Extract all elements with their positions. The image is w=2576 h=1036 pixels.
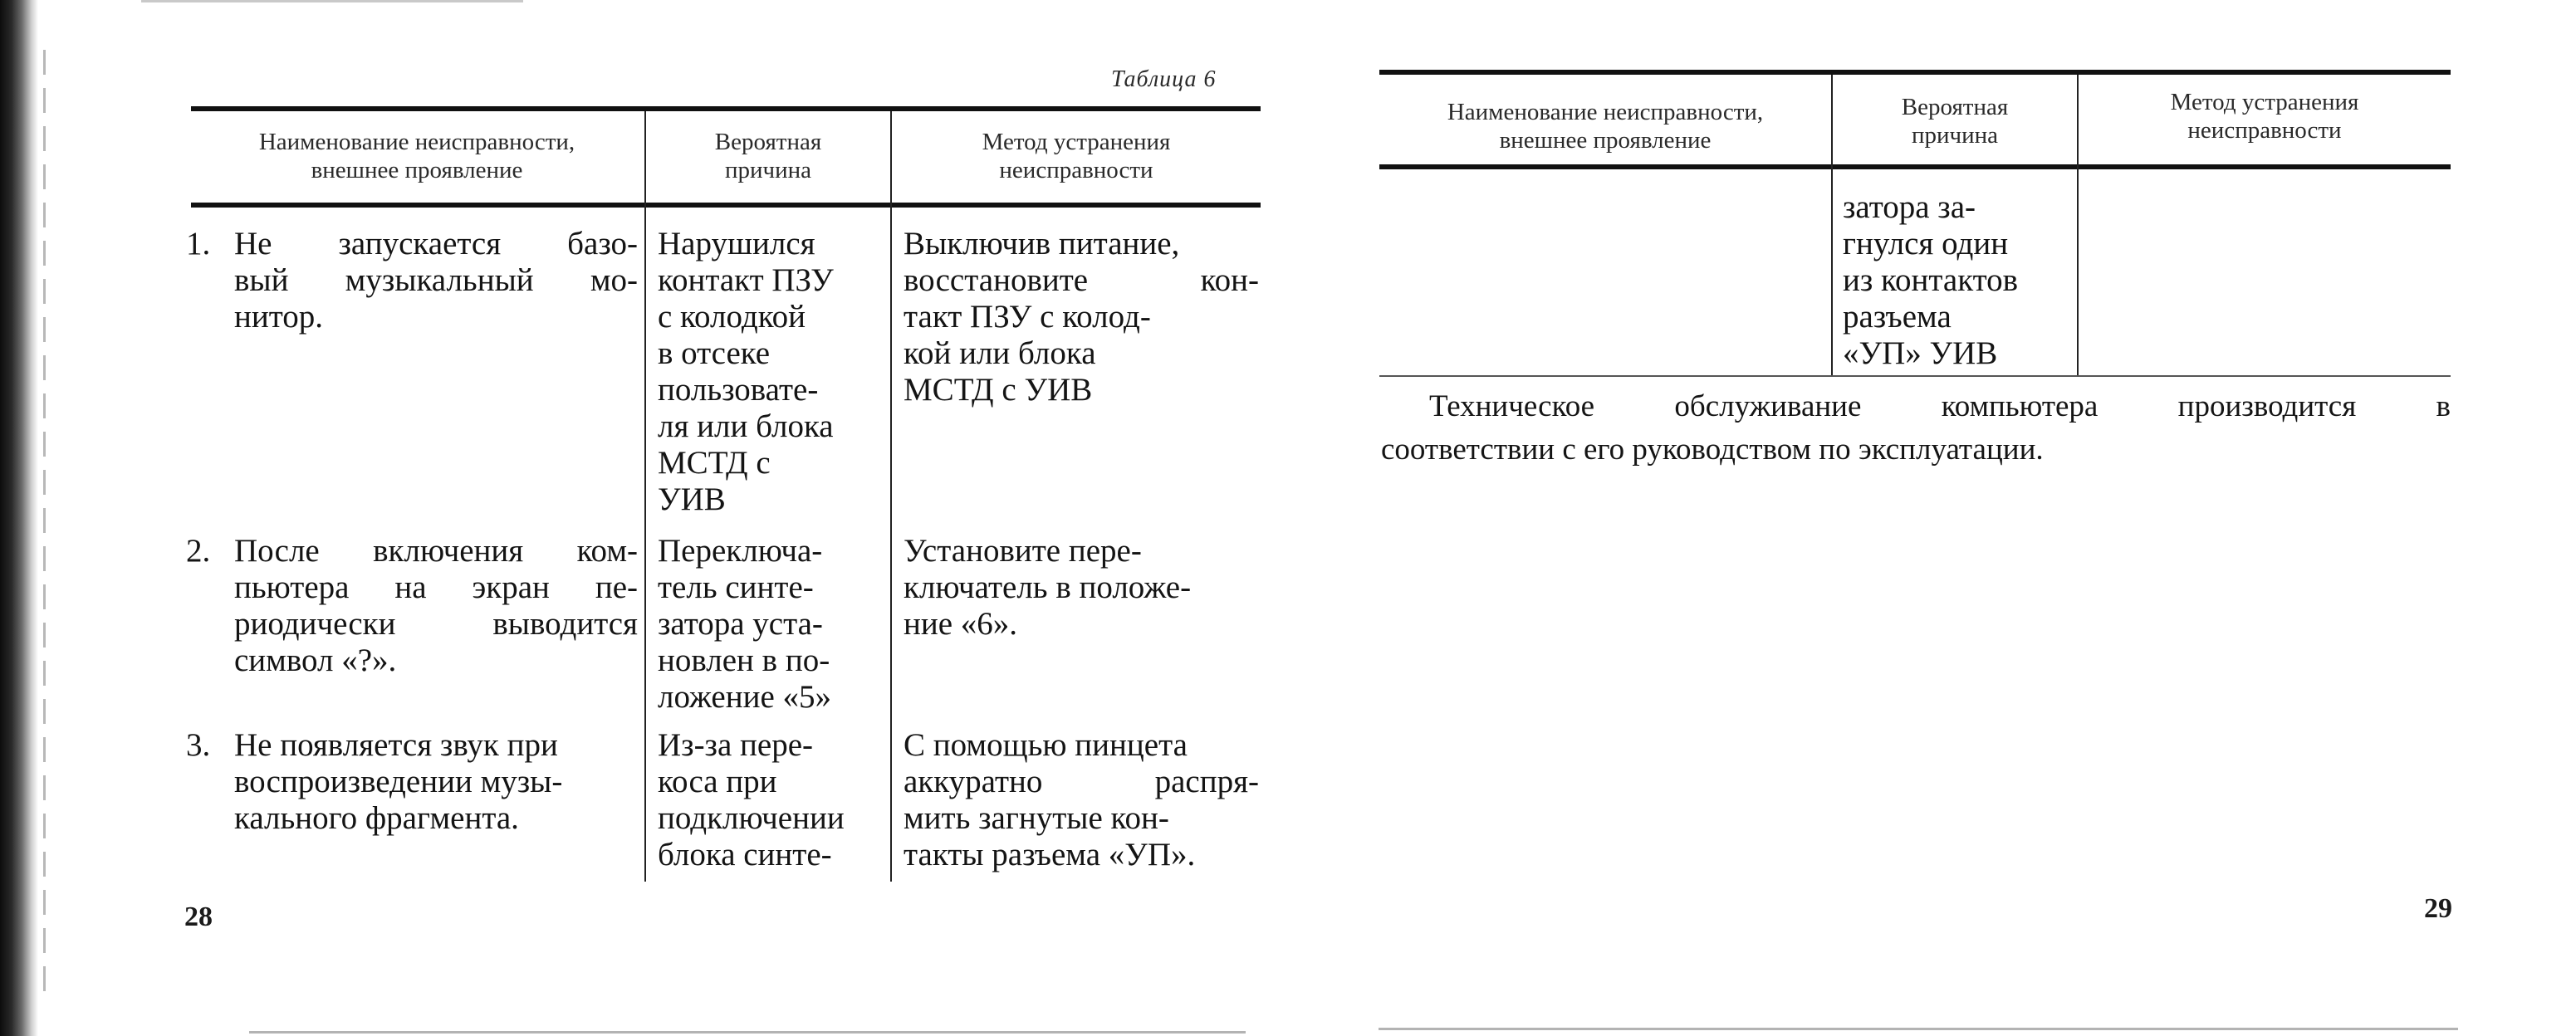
right-page (1288, 0, 2576, 1036)
row-3-remedy (904, 727, 1259, 873)
text-line: коса при (658, 764, 777, 799)
row-number: 1. (186, 226, 211, 261)
header-remedy-line: неисправности (2187, 117, 2342, 144)
header-fault (193, 128, 641, 184)
row-2-remedy (904, 533, 1259, 643)
header-fault-line: внешнее проявление (311, 157, 523, 183)
header-fault-line: внешнее проявление (1499, 127, 1712, 154)
table-top-rule (1379, 70, 2451, 75)
column-divider-1 (644, 111, 646, 882)
text-line: тель синте- (658, 569, 814, 605)
text-line: вый музыкальный мо- (234, 262, 638, 298)
header-fault-line: Наименование неисправности, (1447, 99, 1764, 125)
row-2-fault (234, 533, 638, 679)
text-line: восстановите кон- (904, 262, 1259, 298)
text-line: гнулся один (1843, 226, 2009, 261)
continued-cause (1843, 189, 2074, 372)
header-cause-line: Вероятная (714, 129, 822, 155)
text-line: контакт ПЗУ (658, 262, 834, 298)
text-line: пользовате- (658, 372, 819, 408)
header-remedy-line: Метод устранения (2170, 89, 2359, 115)
column-divider-1 (1831, 75, 1833, 375)
table-top-rule (191, 106, 1261, 111)
header-cause-line: причина (1911, 122, 1999, 149)
text-line: Из-за пере- (658, 727, 814, 763)
text-line: кального фрагмента. (234, 800, 519, 836)
text-line: Не запускается базо- (234, 226, 638, 261)
text-line: После включения ком- (234, 533, 638, 569)
paragraph-line: Техническое обслуживание компьютера производится в (1429, 389, 2451, 423)
text-line: МСТД с (658, 445, 771, 481)
text-line: Установите пере- (904, 533, 1142, 569)
row-1-fault (234, 226, 638, 335)
table-bottom-rule (1379, 375, 2451, 377)
text-line: аккуратно распря- (904, 764, 1259, 799)
header-cause (648, 128, 889, 184)
row-number: 3. (186, 727, 211, 763)
header-cause-line: Вероятная (1901, 94, 2009, 120)
text-line: ля или блока (658, 408, 834, 444)
text-line: кой или блока (904, 335, 1096, 371)
row-1-remedy (904, 226, 1259, 408)
text-line: нитор. (234, 299, 324, 335)
text-line: «УП» УИВ (1843, 335, 1998, 371)
text-line: Переключа- (658, 533, 823, 569)
text-line: ние «6». (904, 606, 1018, 642)
header-remedy-line: Метод устранения (982, 129, 1171, 155)
header-fault-line: Наименование неисправности, (258, 129, 575, 155)
header-cause (1834, 93, 2075, 149)
paragraph-line: соответствии с его руководством по эксплуатации. (1381, 432, 2044, 467)
row-1-cause (658, 226, 887, 518)
text-line: Нарушился (658, 226, 815, 261)
table-header-rule (191, 203, 1261, 208)
header-remedy-line: неисправности (999, 157, 1153, 183)
column-divider-2 (890, 111, 892, 882)
text-line: ключатель в положе- (904, 569, 1192, 605)
text-line: в отсеке (658, 335, 771, 371)
text-line: ложение «5» (658, 679, 832, 715)
text-line: символ «?». (234, 643, 397, 678)
text-line: из контактов (1843, 262, 2019, 298)
header-cause-line: причина (724, 157, 812, 183)
text-line: новлен в по- (658, 643, 830, 678)
row-3-fault (234, 727, 638, 837)
text-line: Не появляется звук при (234, 727, 558, 763)
text-line: МСТД с УИВ (904, 372, 1093, 408)
maintenance-paragraph (1381, 385, 2451, 472)
text-line: затора уста- (658, 606, 823, 642)
text-line: Выключив питание, (904, 226, 1180, 261)
text-line: УИВ (658, 481, 726, 517)
text-line: такты разъема «УП». (904, 837, 1196, 872)
text-line: подключении (658, 800, 845, 836)
table-caption: Таблица 6 (1111, 66, 1217, 92)
header-remedy (894, 128, 1259, 184)
row-3-cause (658, 727, 887, 873)
column-divider-2 (2077, 75, 2079, 375)
page-number: 28 (184, 902, 213, 932)
text-line: мить загнутые кон- (904, 800, 1169, 836)
text-line: разъема (1843, 299, 1952, 335)
text-line: пьютера на экран пе- (234, 569, 638, 605)
row-2-cause (658, 533, 887, 716)
text-line: блока синте- (658, 837, 832, 872)
page-number: 29 (2424, 893, 2452, 924)
text-line: с колодкой (658, 299, 806, 335)
row-number: 2. (186, 533, 211, 569)
text-line: риодически выводится (234, 606, 638, 642)
text-line: такт ПЗУ с колод- (904, 299, 1151, 335)
header-fault (1381, 98, 1829, 154)
text-line: воспроизведении музы- (234, 764, 563, 799)
text-line: затора за- (1843, 189, 1976, 225)
header-remedy (2080, 88, 2449, 144)
table-header-rule (1379, 164, 2451, 169)
text-line: С помощью пинцета (904, 727, 1188, 763)
